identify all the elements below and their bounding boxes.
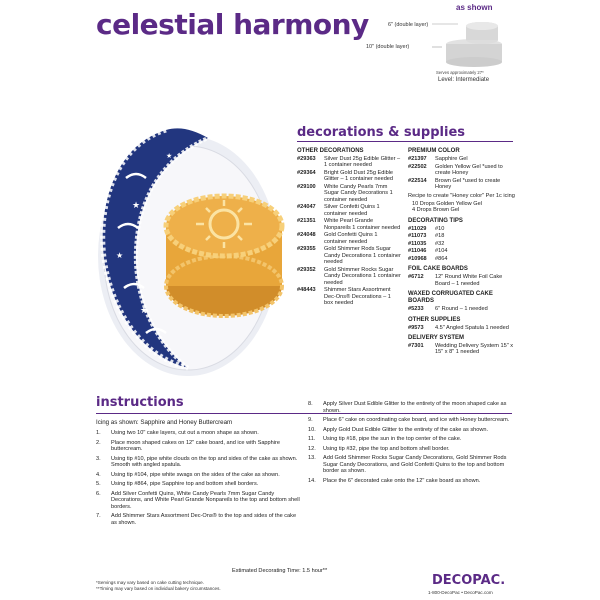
svg-text:★: ★ xyxy=(132,201,141,211)
item-desc: Gold Shimmer Rods Sugar Candy Decorations 1 container needed xyxy=(324,246,401,266)
decorations-divider xyxy=(297,141,513,142)
item-code: #24047 xyxy=(297,204,316,211)
item-code: #22502 xyxy=(408,163,427,170)
item-code: #7301 xyxy=(408,343,424,350)
list-item xyxy=(297,246,401,265)
page-title: celestial harmony xyxy=(96,8,369,41)
step-number: 8. xyxy=(308,401,313,407)
list-item xyxy=(408,156,518,162)
tier-diagram xyxy=(432,16,502,68)
decorating-tips-heading: DECORATING TIPS xyxy=(408,217,463,224)
item-code: #29100 xyxy=(297,184,316,190)
instruction-step xyxy=(96,472,300,479)
delivery-system-section xyxy=(408,335,518,356)
step-number: 9. xyxy=(308,417,313,423)
list-item xyxy=(408,178,518,191)
item-desc: Bright Gold Dust 25g Edible Glitter – 1 container needed xyxy=(324,170,394,183)
instruction-step xyxy=(96,456,300,469)
icing-note: Icing as shown: Sapphire and Honey Buttercream xyxy=(96,419,233,426)
item-code: #11035 xyxy=(408,240,427,247)
step-text: Add Shimmer Stars Assortment Dec-Ons® to the top and sides of the cake as shown. xyxy=(111,513,297,526)
difficulty-level: Level: Intermediate xyxy=(438,77,490,83)
instruction-step xyxy=(308,455,512,475)
item-code: #48443 xyxy=(297,287,316,294)
list-item xyxy=(408,241,518,247)
step-number: 3. xyxy=(96,455,101,462)
step-number: 11. xyxy=(308,436,316,442)
step-number: 12. xyxy=(308,445,316,452)
other-supplies-section xyxy=(408,317,518,331)
item-desc: White Pearl Grande Nonpareils 1 container needed xyxy=(324,218,401,231)
decorations-column-left xyxy=(297,148,401,310)
item-desc: White Candy Pearls 7mm Sugar Candy Decorations 1 container needed xyxy=(324,184,393,203)
waxed-boards-section xyxy=(408,291,518,312)
step-number: 5. xyxy=(96,481,101,487)
step-number: 7. xyxy=(96,513,101,519)
item-code: #10968 xyxy=(408,256,427,262)
svg-text:★: ★ xyxy=(140,306,149,316)
footnote-timing: **Timing may vary based on individual bakery circumstances. xyxy=(96,586,221,591)
premium-color-section xyxy=(408,148,518,214)
list-item xyxy=(408,226,518,232)
step-text: Using two 10" cake layers, cut out a moon shape as shown. xyxy=(111,430,259,436)
instruction-step xyxy=(96,430,300,437)
contact-info: 1-800-DecoPac • DecoPac.com xyxy=(428,590,493,595)
list-item xyxy=(408,306,518,312)
decorations-column-right xyxy=(408,148,518,360)
item-desc: Golden Yellow Gel *used to create Honey xyxy=(435,163,503,176)
list-item xyxy=(408,256,518,262)
instruction-step xyxy=(96,491,300,511)
item-desc: Wedding Delivery System 15" x 15" x 8" 1 needed xyxy=(435,343,514,356)
step-text: Using tip #18, pipe the sun in the top center of the cake. xyxy=(323,436,462,442)
list-item xyxy=(408,325,518,331)
other-decorations-heading: OTHER DECORATIONS xyxy=(297,148,364,154)
decopac-logo: DECOPAC. xyxy=(432,573,506,588)
item-desc: Gold Shimmer Rocks Sugar Candy Decorations 1 container needed xyxy=(324,266,401,286)
waxed-boards-heading: WAXED CORRUGATED CAKE BOARDS xyxy=(408,291,493,305)
step-text: Add Silver Confetti Quins, White Candy Pearls 7mm Sugar Candy Decorations, and White Pearl Grande Nonpareils to the top and bottom shell borders. xyxy=(111,490,300,510)
honey-recipe: Recipe to create "Honey color" Per 1c icing xyxy=(408,193,515,200)
step-number: 1. xyxy=(96,430,101,436)
item-code: #11046 xyxy=(408,248,427,255)
step-text: Apply Gold Dust Edible Glitter to the entirety of the cake as shown. xyxy=(323,426,489,433)
item-desc: Silver Confetti Quins 1 container needed xyxy=(324,204,380,217)
step-text: Place the 6" decorated cake onto the 12" cake board as shown. xyxy=(323,477,481,484)
instruction-step xyxy=(308,478,512,485)
instruction-step xyxy=(308,436,512,443)
decorating-tips-section xyxy=(408,218,518,263)
instruction-step xyxy=(308,446,512,453)
other-supplies-heading: OTHER SUPPLIES xyxy=(408,316,461,323)
step-text: Place moon shaped cakes on 12" cake board, and ice with Sapphire buttercream. xyxy=(111,439,280,452)
servings-note: Serves approximately 27* xyxy=(436,70,484,75)
step-number: 6. xyxy=(96,490,101,497)
item-desc: Silver Dust 25g Edible Glitter – 1 container needed xyxy=(324,156,401,169)
as-shown-label: as shown xyxy=(456,3,493,12)
item-desc: #10 xyxy=(435,225,445,232)
item-desc: Shimmer Stars Assortment Dec-Ons® Decorations – 1 box needed xyxy=(324,287,391,307)
recipe-drop: 10 Drops Golden Yellow Gel xyxy=(412,200,482,207)
delivery-system-heading: DELIVERY SYSTEM xyxy=(408,335,465,342)
decorations-heading: decorations & supplies xyxy=(297,125,465,140)
item-code: #21397 xyxy=(408,156,427,162)
item-code: #6712 xyxy=(408,274,424,281)
item-code: #5233 xyxy=(408,306,424,313)
instruction-step xyxy=(96,440,300,453)
item-code: #29364 xyxy=(297,170,316,176)
step-number: 10. xyxy=(308,426,316,433)
instruction-step xyxy=(308,401,512,414)
instructions-heading: instructions xyxy=(96,395,184,410)
item-code: #11073 xyxy=(408,233,427,240)
item-desc: Gold Confetti Quins 1 container needed xyxy=(324,232,378,245)
top-tier-label: 6" (double layer) xyxy=(388,22,429,28)
item-code: #29363 xyxy=(297,156,316,162)
estimated-time: Estimated Decorating Time: 1.5 hour** xyxy=(232,568,328,574)
instruction-step xyxy=(308,427,512,434)
item-code: #24048 xyxy=(297,232,316,239)
list-item xyxy=(297,218,401,231)
instruction-step xyxy=(96,513,300,526)
item-code: #29352 xyxy=(297,266,316,273)
list-item xyxy=(297,184,401,203)
svg-text:★: ★ xyxy=(166,152,173,160)
step-number: 2. xyxy=(96,439,101,446)
instruction-step xyxy=(308,417,512,424)
item-desc: #104 xyxy=(435,248,448,255)
list-item xyxy=(297,232,401,245)
recipe-drop: 4 Drops Brown Gel xyxy=(412,207,460,214)
list-item xyxy=(408,343,518,356)
item-desc: 6" Round – 1 needed xyxy=(435,306,488,313)
item-code: #9573 xyxy=(408,324,424,331)
step-number: 13. xyxy=(308,455,316,461)
cake-photo xyxy=(96,118,291,386)
item-desc: 4.5" Angled Spatula 1 needed xyxy=(435,324,509,331)
item-code: #22514 xyxy=(408,177,427,184)
bottom-tier-label: 10" (double layer) xyxy=(366,44,410,50)
item-desc: #864 xyxy=(435,256,448,262)
footnote-servings: *Servings may vary based on cake cutting technique. xyxy=(96,580,205,585)
steps-column-right xyxy=(308,401,512,487)
item-desc: #18 xyxy=(435,233,445,240)
step-number: 4. xyxy=(96,471,101,478)
step-number: 14. xyxy=(308,477,316,484)
step-text: Using tip #10, pipe white clouds on the top and sides of the cake as shown. Smooth with angled spatula. xyxy=(111,455,298,468)
item-desc: #32 xyxy=(435,240,445,247)
item-desc: 12" Round White Foil Cake Board – 1 needed xyxy=(435,274,503,287)
list-item xyxy=(408,164,518,177)
list-item xyxy=(408,274,518,287)
list-item xyxy=(297,287,401,306)
foil-boards-heading: FOIL CAKE BOARDS xyxy=(408,266,468,273)
list-item xyxy=(297,204,401,217)
list-item xyxy=(297,156,401,169)
svg-text:★: ★ xyxy=(116,251,124,260)
step-text: Add Gold Shimmer Rocks Sugar Candy Decorations, Gold Shimmer Rods Sugar Candy Decorations, and Gold Confetti Quins to the top and bottom border as shown. xyxy=(323,455,507,474)
foil-boards-section xyxy=(408,266,518,287)
step-text: Place 6" cake on coordinating cake board, and ice with Honey buttercream. xyxy=(323,417,510,423)
step-text: Apply Silver Dust Edible Glitter to the entirety of the moon shaped cake as shown. xyxy=(323,401,507,414)
list-item xyxy=(297,267,401,286)
instruction-step xyxy=(96,481,300,488)
steps-column-left xyxy=(96,430,300,529)
list-item xyxy=(408,233,518,239)
step-text: Using tip #32, pipe the top and bottom shell border. xyxy=(323,445,450,452)
item-desc: Sapphire Gel xyxy=(435,156,468,162)
item-code: #11029 xyxy=(408,225,427,232)
item-code: #29355 xyxy=(297,246,316,253)
step-text: Using tip #104, pipe white swags on the sides of the cake as shown. xyxy=(111,471,280,478)
item-code: #21351 xyxy=(297,218,316,225)
other-decorations-section xyxy=(297,148,401,306)
premium-color-heading: PREMIUM COLOR xyxy=(408,148,460,154)
list-item xyxy=(297,170,401,183)
list-item xyxy=(408,248,518,254)
step-text: Using tip #864, pipe Sapphire top and bottom shell borders. xyxy=(111,481,259,487)
item-desc: Brown Gel *used to create Honey xyxy=(435,177,501,190)
